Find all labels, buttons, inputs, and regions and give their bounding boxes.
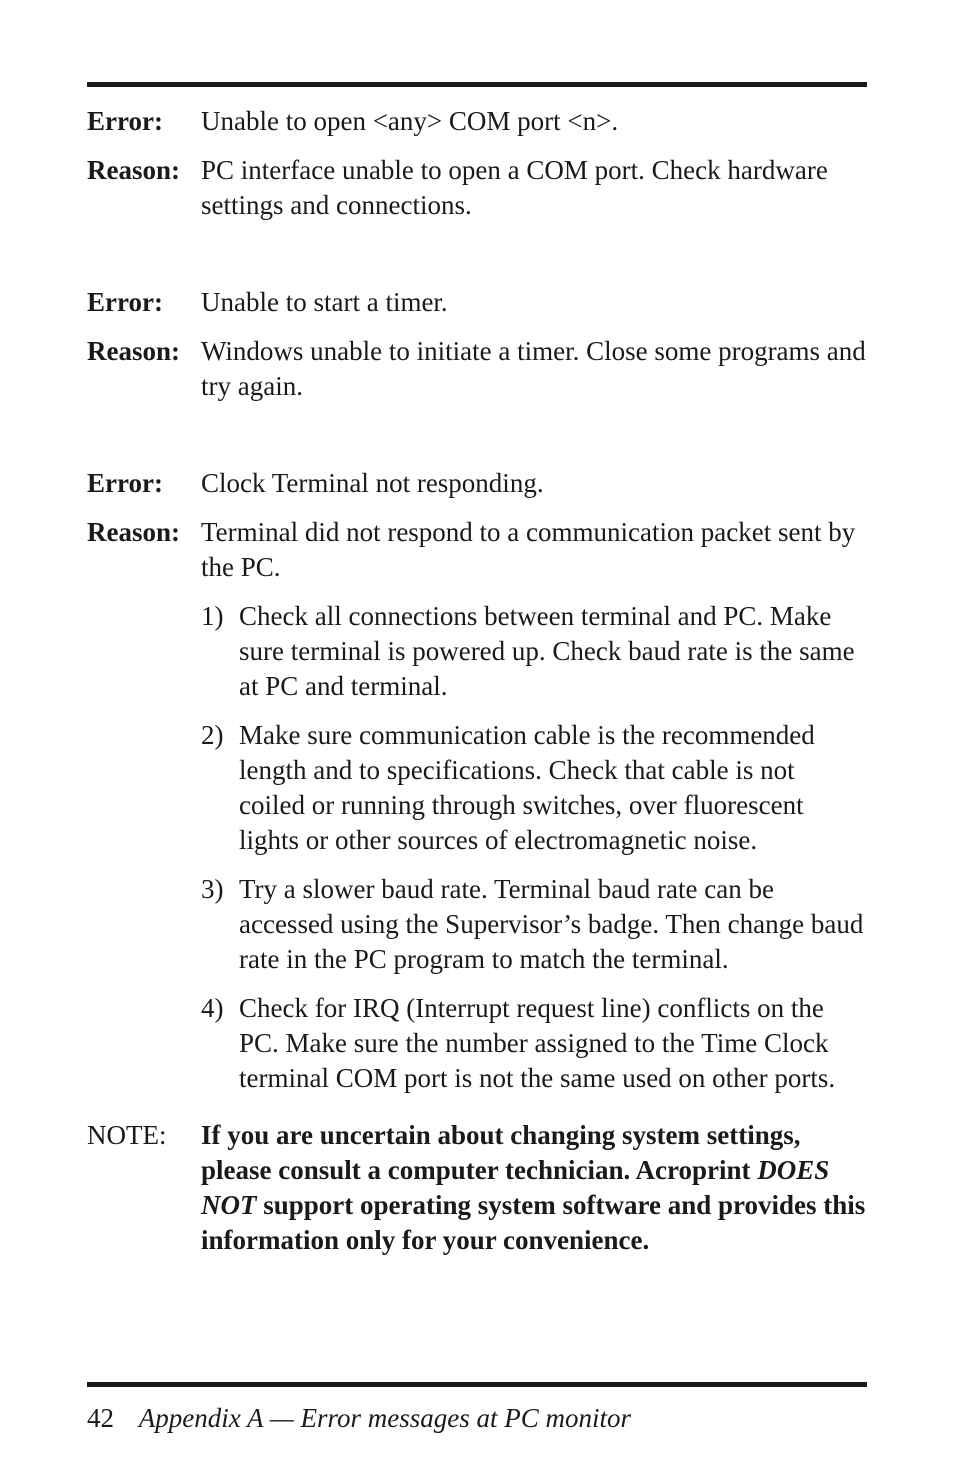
note-emphasis: DOES NOT xyxy=(201,1155,830,1220)
reason-label: Reason: xyxy=(87,155,180,185)
reason-row xyxy=(87,334,867,404)
error-list xyxy=(87,104,867,1258)
step-text: Check all connections between terminal and PC. Make sure terminal is powered up. Check baud rate is the same at PC and terminal. xyxy=(239,601,855,701)
reason-text: PC interface unable to open a COM port. Check hardware settings and connections. xyxy=(201,155,828,220)
reason-row xyxy=(87,153,867,223)
reason-row xyxy=(87,515,867,585)
step-number: 3) xyxy=(201,874,224,904)
note-block xyxy=(87,1118,867,1258)
error-label: Error: xyxy=(87,468,163,498)
bottom-rule xyxy=(87,1382,867,1387)
step-number: 2) xyxy=(201,720,224,750)
note-label: NOTE: xyxy=(87,1120,167,1150)
error-label: Error: xyxy=(87,287,163,317)
error-message: Unable to open <any> COM port <n>. xyxy=(201,106,619,136)
top-rule xyxy=(87,82,867,87)
list-item xyxy=(201,872,867,977)
reason-text: Windows unable to initiate a timer. Close some programs and try again. xyxy=(201,336,866,401)
step-text: Make sure communication cable is the recommended length and to specifications. Check that cable is not coiled or running through switches, over fluorescent lights or other sources of electromagnetic noise. xyxy=(239,720,815,855)
step-number: 4) xyxy=(201,993,224,1023)
reason-label: Reason: xyxy=(87,336,180,366)
step-number: 1) xyxy=(201,601,224,631)
step-text: Try a slower baud rate. Terminal baud rate can be accessed using the Supervisor’s badge. Then change baud rate in the PC program to match the terminal. xyxy=(239,874,864,974)
list-item xyxy=(201,991,867,1096)
page-footer xyxy=(87,1401,631,1436)
reason-text: Terminal did not respond to a communication packet sent by the PC. xyxy=(201,517,856,582)
page-number: 42 xyxy=(87,1403,114,1433)
error-row xyxy=(87,285,867,320)
note-text-start: If you are uncertain about changing system settings, please consult a computer technician. Acroprint xyxy=(201,1120,801,1185)
error-row xyxy=(87,466,867,501)
troubleshooting-steps xyxy=(201,599,867,1096)
step-text: Check for IRQ (Interrupt request line) conflicts on the PC. Make sure the number assigned to the Time Clock terminal COM port is not the same used on other ports. xyxy=(239,993,836,1093)
list-item xyxy=(201,718,867,858)
list-item xyxy=(201,599,867,704)
error-label: Error: xyxy=(87,106,163,136)
note-text-end: support operating system software and provides this information only for your convenience. xyxy=(201,1190,866,1255)
error-message: Clock Terminal not responding. xyxy=(201,468,544,498)
error-message: Unable to start a timer. xyxy=(201,287,448,317)
reason-label: Reason: xyxy=(87,517,180,547)
footer-title: Appendix A — Error messages at PC monitor xyxy=(138,1403,631,1433)
error-row xyxy=(87,104,867,139)
note-text xyxy=(201,1118,867,1258)
